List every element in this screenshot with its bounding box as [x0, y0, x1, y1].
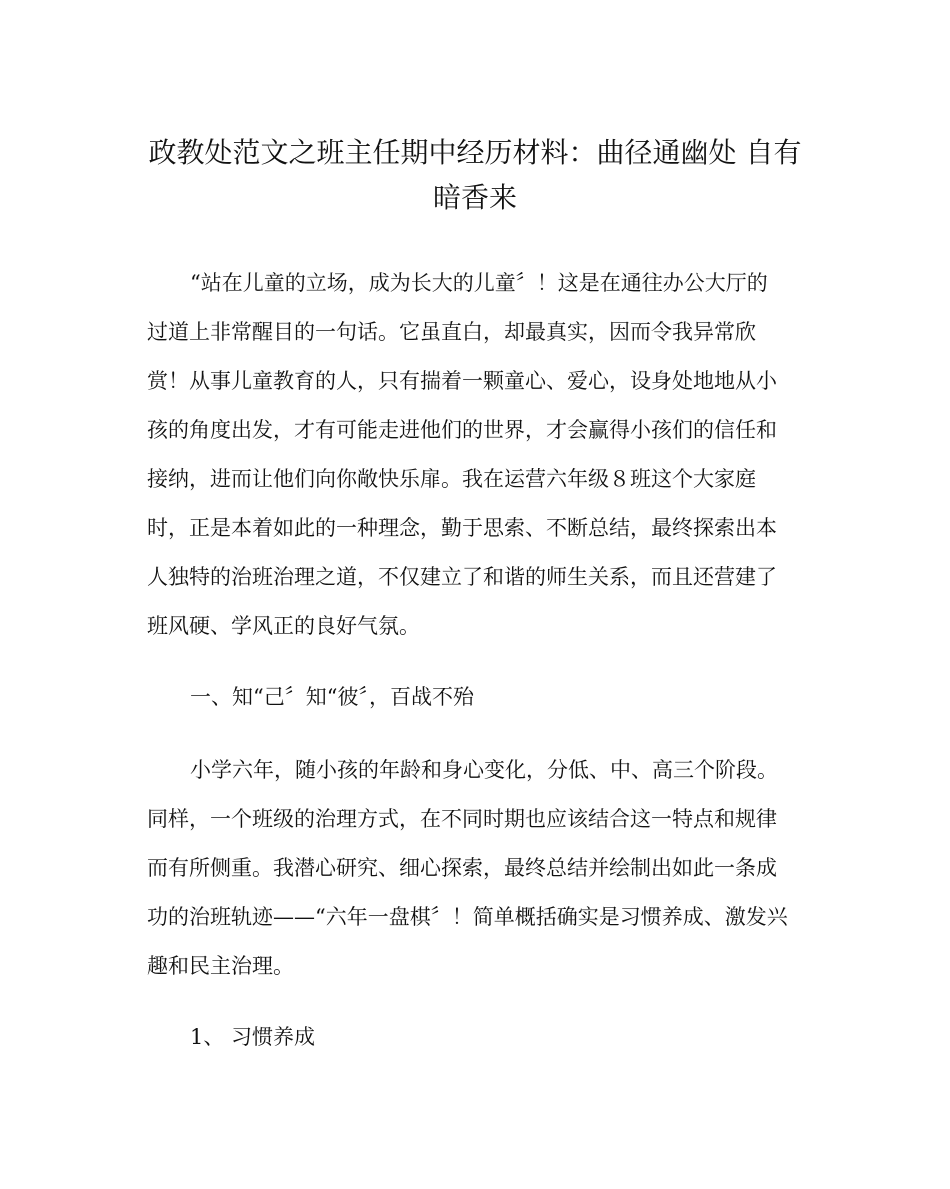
paragraph-1-line-6: 时，正是本着如此的一种理念，勤于思索、不断总结，最终探索出本 — [147, 516, 777, 540]
paragraph-1-line-1: “站在儿童的立场，成为长大的儿童〞！这是在通往办公大厅的 — [190, 271, 768, 295]
paragraph-2-line-3: 而有所侧重。我潜心研究、细心探索，最终总结并绘制出如此一条成 — [147, 856, 777, 880]
paragraph-2-line-2: 同样，一个班级的治理方式，在不同时期也应该结合这一特点和规律 — [147, 807, 777, 831]
document-title-line-2: 暗香来 — [432, 181, 517, 214]
section-1-heading: 一、知“己〞知“彼〞，百战不殆 — [190, 685, 474, 709]
paragraph-1-line-5: 接纳，进而让他们向你敞快乐扉。我在运营六年级８班这个大家庭 — [147, 467, 756, 491]
document-title-line-1: 政教处范文之班主任期中经历材料：曲径通幽处 自有 — [148, 136, 802, 169]
paragraph-2-line-5: 趣和民主治理。 — [147, 954, 294, 978]
paragraph-1-line-4: 孩的角度出发，才有可能走进他们的世界，才会赢得小孩们的信任和 — [147, 418, 777, 442]
subsection-1-heading: 1、 习惯养成 — [190, 1025, 316, 1049]
paragraph-1-line-8: 班风硬、学风正的良好气氛。 — [147, 614, 420, 638]
paragraph-1-line-3: 赏！从事儿童教育的人，只有揣着一颗童心、爱心，设身处地地从小 — [147, 369, 777, 393]
paragraph-2-line-1: 小学六年，随小孩的年龄和身心变化，分低、中、高三个阶段。 — [190, 758, 778, 782]
paragraph-2-line-4: 功的治班轨迹——“六年一盘棋〞！简单概括确实是习惯养成、激发兴 — [147, 905, 788, 929]
paragraph-1-line-7: 人独特的治班治理之道，不仅建立了和谐的师生关系，而且还营建了 — [147, 565, 777, 589]
paragraph-1-line-2: 过道上非常醒目的一句话。它虽直白，却最真实，因而令我异常欣 — [147, 320, 756, 344]
